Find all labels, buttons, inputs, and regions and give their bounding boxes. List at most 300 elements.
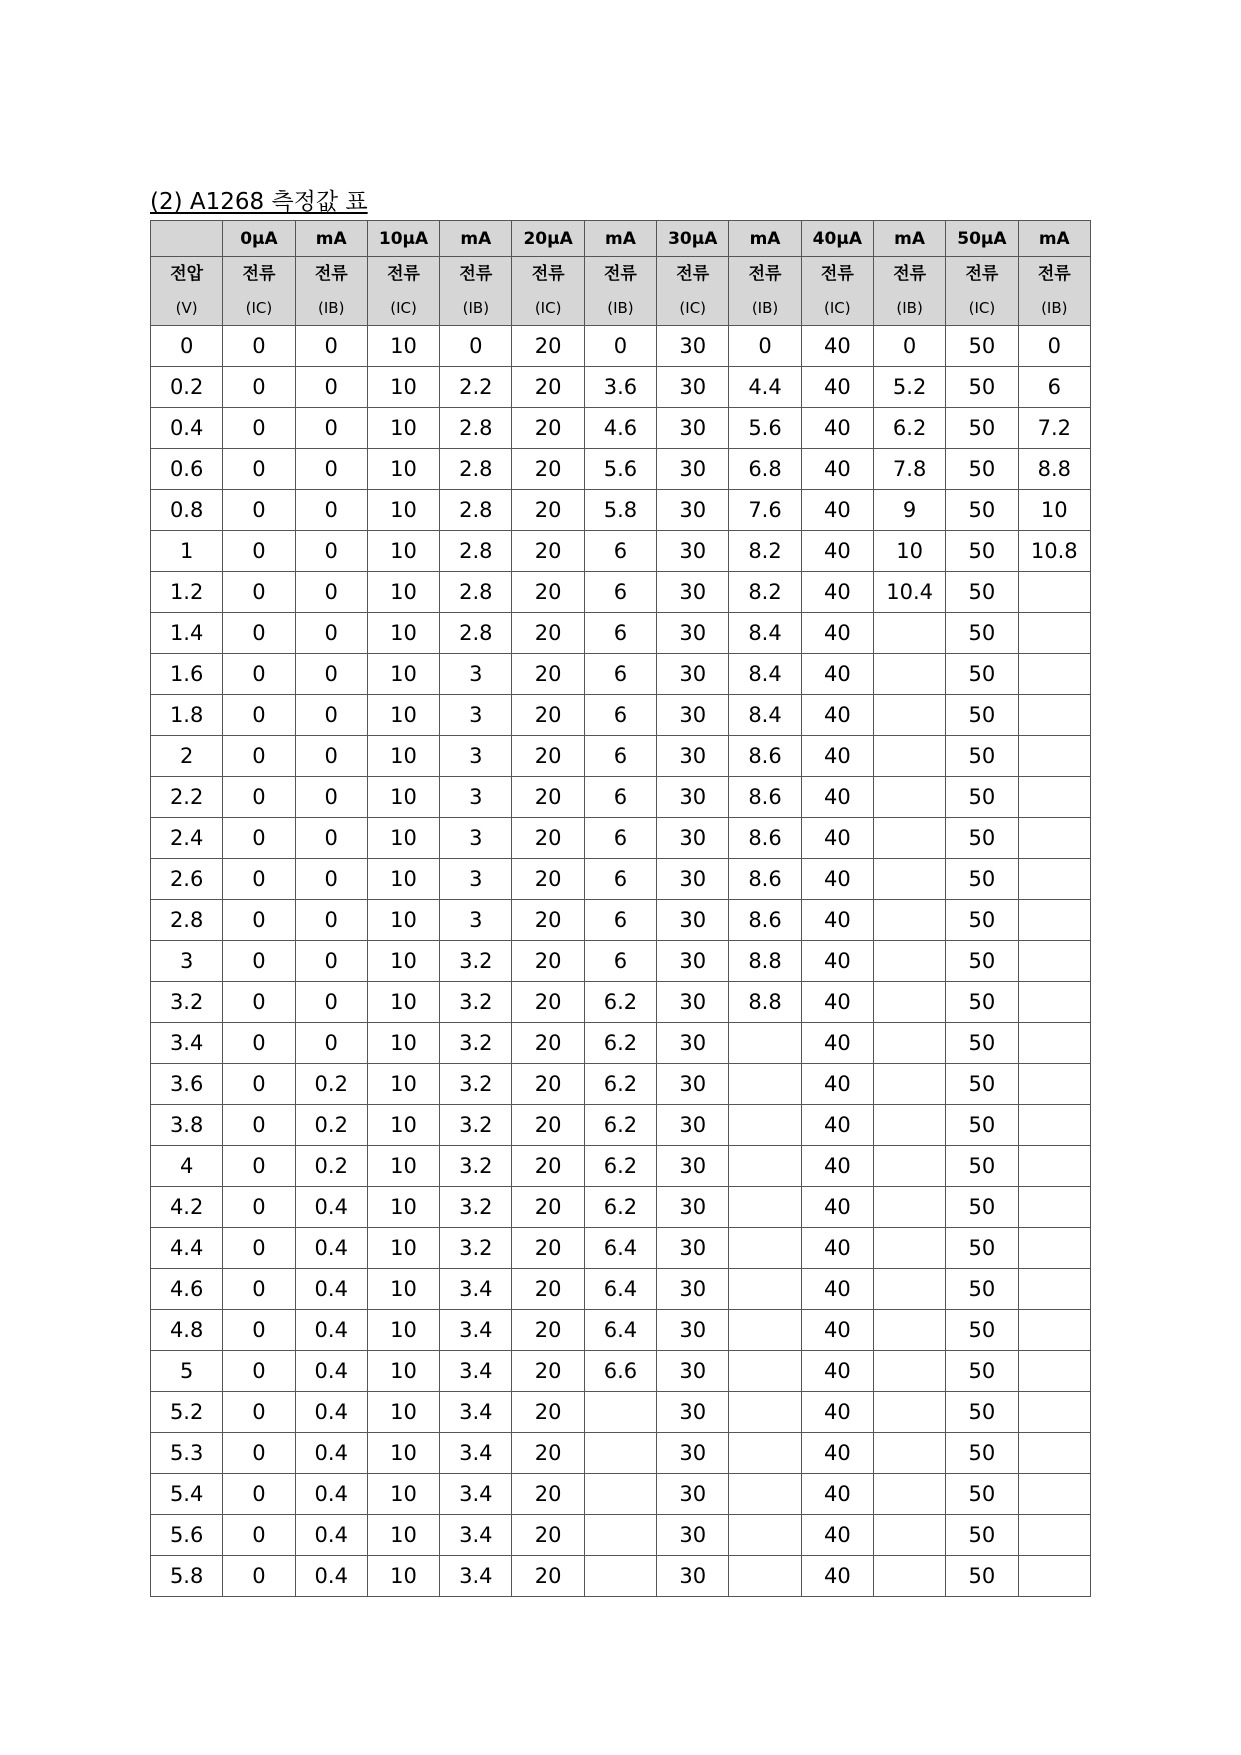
table-cell: 50 <box>946 1023 1018 1064</box>
header-cell: mA <box>584 221 656 257</box>
table-cell: 20 <box>512 1023 584 1064</box>
table-cell: 40 <box>801 1474 873 1515</box>
table-cell: 0 <box>223 1023 295 1064</box>
header-unit: (IC) <box>534 299 562 317</box>
header-row-quantity <box>151 257 1091 326</box>
table-cell <box>873 777 945 818</box>
table-cell <box>873 1269 945 1310</box>
table-row <box>151 367 1091 408</box>
table-cell <box>1018 941 1090 982</box>
table-cell: 30 <box>657 941 729 982</box>
table-cell: 0.2 <box>295 1146 367 1187</box>
table-cell: 40 <box>801 900 873 941</box>
table-cell: 6.4 <box>584 1310 656 1351</box>
table-cell: 20 <box>512 1146 584 1187</box>
table-cell: 30 <box>657 736 729 777</box>
table-cell: 30 <box>657 1023 729 1064</box>
header-row-bias <box>151 221 1091 257</box>
table-cell: 10 <box>367 1064 439 1105</box>
table-cell: 3.2 <box>440 1228 512 1269</box>
table-cell <box>729 1269 801 1310</box>
table-cell: 3 <box>440 859 512 900</box>
table-cell: 40 <box>801 1310 873 1351</box>
table-cell: 20 <box>512 736 584 777</box>
table-cell: 0 <box>223 1433 295 1474</box>
table-cell: 10 <box>367 1474 439 1515</box>
table-cell: 20 <box>512 1556 584 1597</box>
table-cell: 3 <box>151 941 223 982</box>
table-cell <box>1018 900 1090 941</box>
table-cell: 6 <box>584 613 656 654</box>
header-label: 전류 <box>387 264 420 284</box>
table-cell: 50 <box>946 1269 1018 1310</box>
header-cell <box>873 257 945 326</box>
table-cell: 30 <box>657 859 729 900</box>
table-cell: 20 <box>512 1474 584 1515</box>
table-cell: 10 <box>367 1187 439 1228</box>
table-cell: 3.2 <box>440 1023 512 1064</box>
table-cell: 4.6 <box>584 408 656 449</box>
table-cell <box>873 1310 945 1351</box>
table-cell: 2.8 <box>440 490 512 531</box>
table-cell: 20 <box>512 613 584 654</box>
table-row <box>151 1310 1091 1351</box>
table-cell: 0 <box>223 941 295 982</box>
table-cell: 10 <box>1018 490 1090 531</box>
table-cell: 50 <box>946 1228 1018 1269</box>
table-cell: 30 <box>657 1228 729 1269</box>
table-cell: 40 <box>801 1392 873 1433</box>
table-cell <box>873 982 945 1023</box>
table-cell: 0 <box>223 859 295 900</box>
table-cell <box>1018 1146 1090 1187</box>
table-cell <box>1018 1064 1090 1105</box>
table-cell: 5.4 <box>151 1474 223 1515</box>
table-cell <box>729 1515 801 1556</box>
table-cell: 30 <box>657 1310 729 1351</box>
table-cell: 0 <box>295 408 367 449</box>
table-cell: 1.2 <box>151 572 223 613</box>
table-cell: 3.4 <box>440 1433 512 1474</box>
table-cell <box>873 1474 945 1515</box>
table-cell: 0 <box>295 531 367 572</box>
table-cell: 0 <box>223 490 295 531</box>
header-unit: (IB) <box>462 299 490 317</box>
table-cell: 30 <box>657 1556 729 1597</box>
table-cell: 6 <box>584 736 656 777</box>
table-cell: 50 <box>946 1351 1018 1392</box>
table-cell: 50 <box>946 859 1018 900</box>
header-cell: 20μA <box>512 221 584 257</box>
table-cell: 20 <box>512 1269 584 1310</box>
table-cell: 30 <box>657 1351 729 1392</box>
table-cell: 30 <box>657 326 729 367</box>
table-cell: 3 <box>440 736 512 777</box>
table-cell: 0 <box>295 900 367 941</box>
table-cell: 20 <box>512 326 584 367</box>
table-cell: 3.4 <box>151 1023 223 1064</box>
table-row <box>151 1474 1091 1515</box>
table-cell: 40 <box>801 531 873 572</box>
table-cell: 10 <box>367 367 439 408</box>
table-cell: 6 <box>1018 367 1090 408</box>
table-row <box>151 1556 1091 1597</box>
table-cell: 6 <box>584 695 656 736</box>
table-cell <box>1018 777 1090 818</box>
table-row <box>151 695 1091 736</box>
table-cell: 50 <box>946 572 1018 613</box>
table-cell: 40 <box>801 613 873 654</box>
header-cell <box>440 257 512 326</box>
header-unit: (IC) <box>390 299 417 317</box>
table-cell: 20 <box>512 1515 584 1556</box>
table-cell: 0 <box>295 613 367 654</box>
table-cell <box>584 1474 656 1515</box>
table-cell: 40 <box>801 1351 873 1392</box>
header-label: 전류 <box>314 264 348 284</box>
table-cell: 40 <box>801 818 873 859</box>
table-cell: 0 <box>729 326 801 367</box>
table-cell: 30 <box>657 1146 729 1187</box>
table-cell: 40 <box>801 572 873 613</box>
table-cell: 30 <box>657 1064 729 1105</box>
table-cell: 3.2 <box>440 1105 512 1146</box>
table-cell: 20 <box>512 695 584 736</box>
table-cell <box>729 1023 801 1064</box>
header-label: 전류 <box>1037 264 1071 284</box>
table-cell: 40 <box>801 736 873 777</box>
table-cell: 6 <box>584 572 656 613</box>
table-cell: 10 <box>367 859 439 900</box>
table-cell <box>1018 1515 1090 1556</box>
table-cell: 3.4 <box>440 1556 512 1597</box>
header-cell <box>801 257 873 326</box>
table-cell: 30 <box>657 1515 729 1556</box>
table-cell: 3.4 <box>440 1269 512 1310</box>
table-cell <box>873 613 945 654</box>
table-cell: 30 <box>657 1433 729 1474</box>
table-cell: 0 <box>223 1105 295 1146</box>
table-cell <box>873 941 945 982</box>
header-unit: (IC) <box>824 299 851 317</box>
table-cell: 10 <box>367 613 439 654</box>
header-unit: (V) <box>175 299 198 317</box>
table-cell: 1 <box>151 531 223 572</box>
table-cell <box>1018 1269 1090 1310</box>
table-cell: 5 <box>151 1351 223 1392</box>
header-label: 전류 <box>820 264 854 284</box>
table-cell: 20 <box>512 982 584 1023</box>
table-cell: 50 <box>946 654 1018 695</box>
table-cell: 10 <box>367 1392 439 1433</box>
table-cell: 8.2 <box>729 572 801 613</box>
table-cell: 0 <box>223 572 295 613</box>
table-row <box>151 1146 1091 1187</box>
table-cell: 50 <box>946 941 1018 982</box>
table-cell: 40 <box>801 777 873 818</box>
header-cell <box>151 221 223 257</box>
table-cell: 0 <box>223 1064 295 1105</box>
table-cell: 40 <box>801 449 873 490</box>
table-cell: 0 <box>440 326 512 367</box>
table-cell: 0 <box>223 982 295 1023</box>
header-cell <box>729 257 801 326</box>
table-cell: 40 <box>801 1515 873 1556</box>
table-cell: 30 <box>657 490 729 531</box>
table-cell: 0 <box>295 654 367 695</box>
header-cell: mA <box>873 221 945 257</box>
header-unit: (IB) <box>607 299 634 317</box>
header-cell: 40μA <box>801 221 873 257</box>
table-cell: 0 <box>151 326 223 367</box>
table-cell <box>1018 1023 1090 1064</box>
table-cell: 3.2 <box>151 982 223 1023</box>
header-label: 전류 <box>676 264 710 284</box>
table-cell: 3.8 <box>151 1105 223 1146</box>
table-cell <box>729 1228 801 1269</box>
header-unit: (IC) <box>968 299 996 317</box>
table-cell <box>873 1187 945 1228</box>
table-cell: 10 <box>367 941 439 982</box>
table-cell: 2.8 <box>440 613 512 654</box>
table-row <box>151 449 1091 490</box>
table-cell: 50 <box>946 613 1018 654</box>
table-cell: 20 <box>512 654 584 695</box>
table-cell: 5.8 <box>151 1556 223 1597</box>
table-cell: 20 <box>512 1310 584 1351</box>
table-cell: 4.8 <box>151 1310 223 1351</box>
table-cell: 3.4 <box>440 1351 512 1392</box>
table-cell: 6 <box>584 818 656 859</box>
table-cell: 0 <box>295 982 367 1023</box>
table-cell: 0 <box>295 1023 367 1064</box>
table-cell: 10 <box>873 531 945 572</box>
table-cell: 40 <box>801 1556 873 1597</box>
table-row <box>151 531 1091 572</box>
table-cell: 40 <box>801 1105 873 1146</box>
table-cell: 0.4 <box>295 1515 367 1556</box>
table-cell: 5.2 <box>873 367 945 408</box>
table-cell: 20 <box>512 572 584 613</box>
table-cell: 0 <box>223 1269 295 1310</box>
table-cell: 0 <box>295 367 367 408</box>
table-cell: 0 <box>295 695 367 736</box>
header-cell <box>223 257 295 326</box>
table-cell: 3.4 <box>440 1392 512 1433</box>
table-cell: 4.6 <box>151 1269 223 1310</box>
table-cell: 8.6 <box>729 736 801 777</box>
table-cell: 1.6 <box>151 654 223 695</box>
table-row <box>151 1433 1091 1474</box>
table-cell: 0 <box>223 695 295 736</box>
table-cell: 3 <box>440 777 512 818</box>
table-row <box>151 736 1091 777</box>
table-cell: 3.2 <box>440 1064 512 1105</box>
table-cell: 0 <box>223 777 295 818</box>
table-cell: 6 <box>584 859 656 900</box>
table-cell: 2 <box>151 736 223 777</box>
table-cell: 20 <box>512 490 584 531</box>
table-cell: 10 <box>367 654 439 695</box>
table-cell: 6.2 <box>584 1187 656 1228</box>
table-cell: 2.4 <box>151 818 223 859</box>
table-cell: 50 <box>946 490 1018 531</box>
table-cell: 30 <box>657 1187 729 1228</box>
table-row <box>151 654 1091 695</box>
table-cell: 0 <box>223 654 295 695</box>
table-cell: 6.6 <box>584 1351 656 1392</box>
table-cell: 3.2 <box>440 1187 512 1228</box>
table-cell: 6.4 <box>584 1228 656 1269</box>
table-cell: 10 <box>367 1023 439 1064</box>
header-cell: mA <box>295 221 367 257</box>
header-cell: mA <box>440 221 512 257</box>
table-cell: 8.6 <box>729 900 801 941</box>
table-cell: 10 <box>367 818 439 859</box>
table-cell <box>873 1351 945 1392</box>
table-cell: 0 <box>295 941 367 982</box>
table-cell: 0 <box>295 326 367 367</box>
table-cell: 40 <box>801 490 873 531</box>
table-cell: 0.4 <box>295 1556 367 1597</box>
table-row <box>151 1269 1091 1310</box>
table-cell: 40 <box>801 695 873 736</box>
table-cell <box>873 859 945 900</box>
table-cell: 8.4 <box>729 654 801 695</box>
table-cell: 3.2 <box>440 941 512 982</box>
table-cell <box>729 1146 801 1187</box>
table-cell <box>1018 818 1090 859</box>
table-cell: 20 <box>512 900 584 941</box>
table-cell: 50 <box>946 408 1018 449</box>
table-cell: 20 <box>512 449 584 490</box>
table-cell: 1.8 <box>151 695 223 736</box>
table-cell: 6.4 <box>584 1269 656 1310</box>
table-cell: 0 <box>295 490 367 531</box>
table-cell: 10 <box>367 1146 439 1187</box>
table-cell <box>1018 1392 1090 1433</box>
table-cell <box>729 1310 801 1351</box>
table-cell <box>1018 1310 1090 1351</box>
table-cell: 0.4 <box>295 1187 367 1228</box>
table-cell: 0 <box>1018 326 1090 367</box>
table-cell: 2.8 <box>440 572 512 613</box>
table-cell: 3.4 <box>440 1515 512 1556</box>
table-cell <box>873 1228 945 1269</box>
table-cell: 4.2 <box>151 1187 223 1228</box>
table-cell: 2.2 <box>440 367 512 408</box>
table-cell: 6.2 <box>584 1023 656 1064</box>
table-cell: 50 <box>946 367 1018 408</box>
table-cell: 30 <box>657 408 729 449</box>
table-cell: 30 <box>657 982 729 1023</box>
table-cell: 20 <box>512 408 584 449</box>
table-cell: 40 <box>801 654 873 695</box>
table-cell: 50 <box>946 1310 1018 1351</box>
table-row <box>151 1105 1091 1146</box>
table-cell: 20 <box>512 1351 584 1392</box>
table-cell <box>873 1556 945 1597</box>
header-cell: 30μA <box>657 221 729 257</box>
table-cell: 7.2 <box>1018 408 1090 449</box>
table-cell: 20 <box>512 1187 584 1228</box>
table-cell: 6.2 <box>873 408 945 449</box>
table-cell: 0.2 <box>295 1105 367 1146</box>
table-cell: 5.3 <box>151 1433 223 1474</box>
table-cell: 0.4 <box>295 1269 367 1310</box>
table-cell <box>1018 736 1090 777</box>
table-cell <box>1018 1105 1090 1146</box>
header-cell <box>946 257 1018 326</box>
table-cell: 40 <box>801 408 873 449</box>
table-cell: 40 <box>801 1187 873 1228</box>
table-cell: 8.6 <box>729 859 801 900</box>
table-row <box>151 1187 1091 1228</box>
table-cell: 30 <box>657 367 729 408</box>
table-cell: 0 <box>223 326 295 367</box>
table-cell: 10 <box>367 490 439 531</box>
table-cell: 40 <box>801 941 873 982</box>
table-cell <box>873 1023 945 1064</box>
header-unit: (IB) <box>318 299 345 317</box>
table-cell: 50 <box>946 1474 1018 1515</box>
table-cell: 2.8 <box>440 449 512 490</box>
table-cell: 0 <box>295 572 367 613</box>
table-cell: 2.2 <box>151 777 223 818</box>
table-cell: 50 <box>946 531 1018 572</box>
table-cell: 10.8 <box>1018 531 1090 572</box>
table-cell: 30 <box>657 654 729 695</box>
table-cell: 0.4 <box>295 1433 367 1474</box>
table-cell: 0 <box>223 1474 295 1515</box>
table-cell: 0.4 <box>295 1351 367 1392</box>
header-label: 전류 <box>459 264 493 284</box>
header-label: 전압 <box>170 264 204 284</box>
table-cell: 30 <box>657 1392 729 1433</box>
table-cell <box>1018 572 1090 613</box>
table-row <box>151 613 1091 654</box>
page-title: (2) A1268 측정값 표 <box>150 189 368 215</box>
table-cell: 30 <box>657 1474 729 1515</box>
table-cell: 20 <box>512 367 584 408</box>
table-row <box>151 1064 1091 1105</box>
table-cell: 0.6 <box>151 449 223 490</box>
table-row <box>151 1515 1091 1556</box>
table-cell: 20 <box>512 941 584 982</box>
table-cell: 1.4 <box>151 613 223 654</box>
table-cell: 30 <box>657 449 729 490</box>
table-cell: 10 <box>367 531 439 572</box>
table-cell: 6.2 <box>584 1064 656 1105</box>
measurement-table <box>150 220 1091 1597</box>
table-cell: 30 <box>657 572 729 613</box>
table-cell <box>729 1392 801 1433</box>
table-cell: 20 <box>512 531 584 572</box>
table-cell: 0.8 <box>151 490 223 531</box>
table-cell: 50 <box>946 982 1018 1023</box>
table-cell: 0 <box>295 449 367 490</box>
header-unit: (IC) <box>679 299 707 317</box>
table-cell: 40 <box>801 1064 873 1105</box>
table-cell: 30 <box>657 613 729 654</box>
table-cell: 10 <box>367 572 439 613</box>
table-cell <box>729 1433 801 1474</box>
header-cell <box>151 257 223 326</box>
table-cell: 50 <box>946 326 1018 367</box>
table-cell: 0 <box>223 736 295 777</box>
table-row <box>151 326 1091 367</box>
table-cell: 8.8 <box>729 941 801 982</box>
